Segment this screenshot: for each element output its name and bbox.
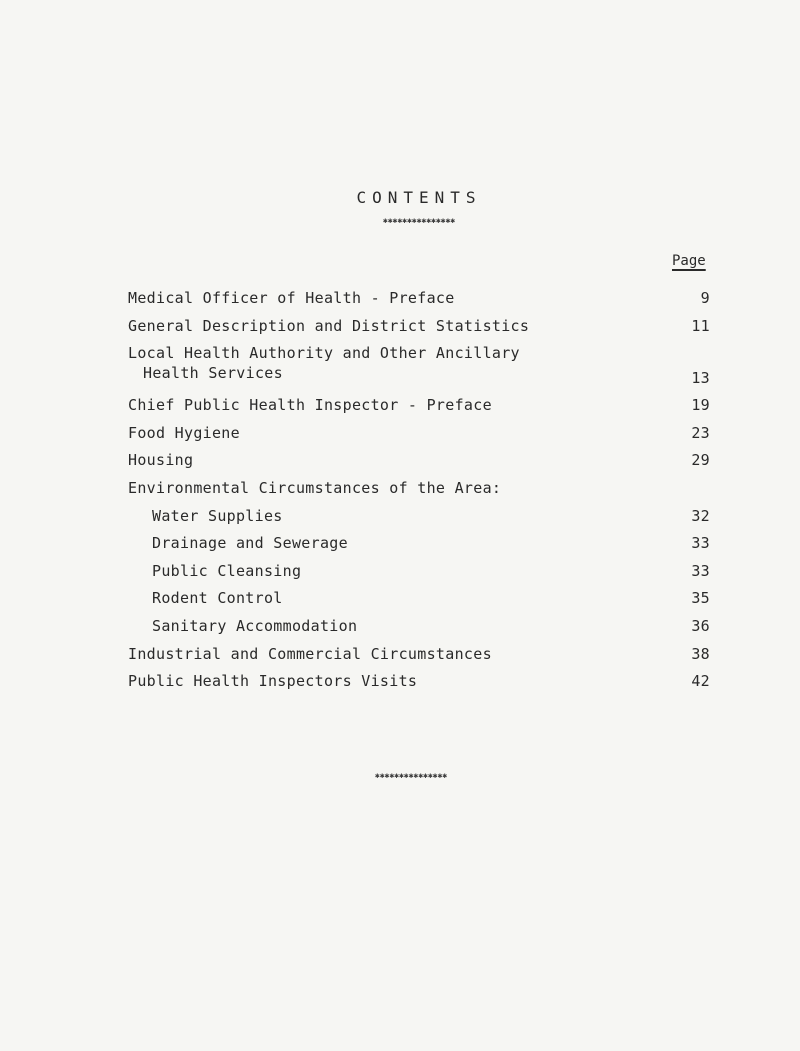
toc-entry-label: Environmental Circumstances of the Area: xyxy=(128,478,502,497)
toc-entry-label: Medical Officer of Health - Preface xyxy=(128,289,455,307)
toc-entry-page: 29 xyxy=(691,451,710,470)
toc-entry-label-continued: Health Services xyxy=(143,364,283,383)
toc-entry xyxy=(128,288,710,316)
toc-entry xyxy=(128,395,710,423)
toc-entry-label: Food Hygiene xyxy=(128,423,240,442)
footer-stars: ✱✱✱✱✱✱✱✱✱✱✱✱✱✱✱ xyxy=(374,771,448,780)
toc-entry-label: Drainage and Sewerage xyxy=(152,534,348,553)
table-of-contents xyxy=(128,288,710,699)
toc-entry-label: Chief Public Health Inspector - Preface xyxy=(128,396,492,415)
toc-entry-page: 35 xyxy=(691,589,710,608)
contents-title: CONTENTS xyxy=(356,188,482,207)
toc-subentry xyxy=(128,533,710,561)
toc-entry-label: Sanitary Accommodation xyxy=(152,616,358,635)
toc-entry-label: Water Supplies xyxy=(152,506,283,525)
toc-entry xyxy=(128,343,710,395)
toc-entry-label: Public Health Inspectors Visits xyxy=(128,672,418,691)
toc-entry-page: 9 xyxy=(700,289,710,307)
toc-subentry xyxy=(128,506,710,534)
toc-entry xyxy=(128,450,710,478)
toc-entry-page: 11 xyxy=(691,316,710,335)
toc-entry-page: 33 xyxy=(691,561,710,580)
toc-entry xyxy=(128,671,710,699)
toc-entry-page: 42 xyxy=(691,672,710,691)
page-column-label: Page xyxy=(672,253,706,269)
toc-entry-page: 13 xyxy=(691,369,710,388)
toc-subentry xyxy=(128,561,710,589)
toc-entry xyxy=(128,423,710,451)
toc-entry-page: 33 xyxy=(691,534,710,553)
toc-entry-page: 19 xyxy=(691,396,710,415)
toc-entry-page: 32 xyxy=(691,506,710,525)
toc-entry-label: Housing xyxy=(128,451,194,470)
toc-entry xyxy=(128,644,710,672)
toc-entry-label: Local Health Authority and Other Ancillary xyxy=(128,344,520,363)
page-heading xyxy=(0,188,800,207)
toc-entry-label-wrap xyxy=(128,343,648,383)
toc-subentry xyxy=(128,616,710,644)
toc-section-heading xyxy=(128,478,710,506)
toc-entry xyxy=(128,316,710,344)
toc-entry-label: Industrial and Commercial Circumstances xyxy=(128,644,492,663)
toc-entry-page: 23 xyxy=(691,423,710,442)
footer-star-rule xyxy=(0,763,800,782)
title-stars: ✱✱✱✱✱✱✱✱✱✱✱✱✱✱✱ xyxy=(382,216,456,225)
toc-entry-label: Rodent Control xyxy=(152,589,283,608)
toc-subentry xyxy=(128,588,710,616)
toc-entry-label: Public Cleansing xyxy=(152,561,302,580)
toc-entry-page: 36 xyxy=(691,616,710,635)
title-star-rule xyxy=(0,208,800,227)
toc-entry-page: 38 xyxy=(691,644,710,663)
toc-entry-label: General Description and District Statistics xyxy=(128,316,530,335)
